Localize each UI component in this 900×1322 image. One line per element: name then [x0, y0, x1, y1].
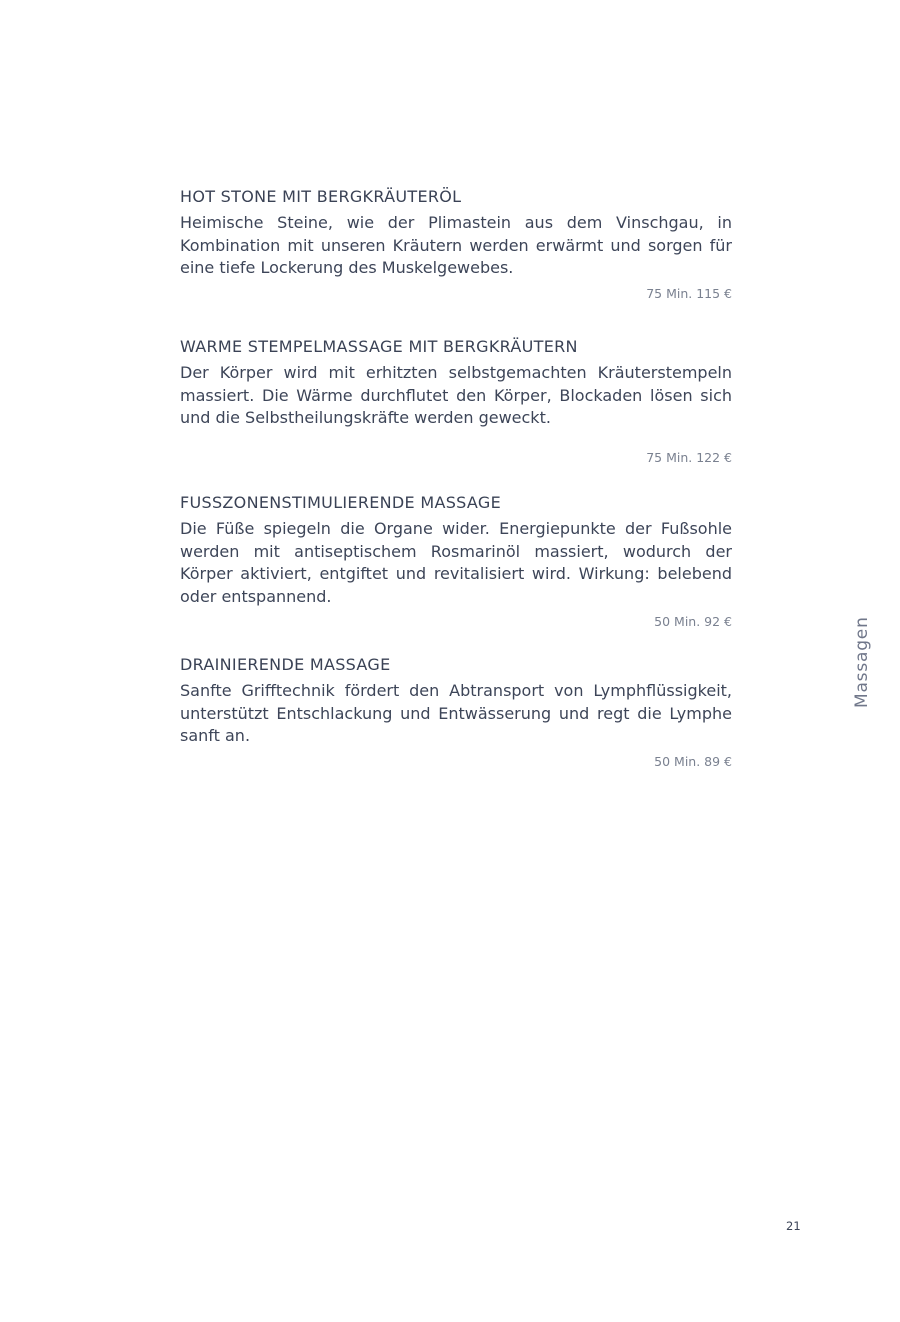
- treatment-price: 75 Min. 115 €: [646, 285, 732, 301]
- treatment-hot-stone: [180, 186, 732, 336]
- treatment-description: Die Füße spiegeln die Organe wider. Energiepunkte der Fußsohle werden mit antiseptischem Rosmarinöl massiert, wodurch der Körper aktiviert, entgiftet und revitalisiert wird. Wirkung: belebend oder entspannend.: [180, 519, 732, 606]
- treatment-stempelmassage: [180, 336, 732, 492]
- treatment-description: Sanfte Grifftechnik fördert den Abtransport von Lymphflüssigkeit, unterstützt Entschlackung und Entwässerung und regt die Lymphe sanft an.: [180, 681, 732, 745]
- page-number: 21: [786, 1219, 801, 1233]
- treatment-title: WARME STEMPELMASSAGE MIT BERGKRÄUTERN: [180, 337, 578, 356]
- treatment-list: [180, 186, 732, 770]
- treatment-price: 75 Min. 122 €: [646, 449, 732, 465]
- treatment-fusszonen: [180, 492, 732, 654]
- treatment-price: 50 Min. 92 €: [654, 614, 732, 629]
- treatment-description: Heimische Steine, wie der Plimastein aus dem Vinschgau, in Kombination mit unseren Kräutern werden erwärmt und sorgen für eine tiefe Lockerung des Muskelgewebes.: [180, 213, 732, 277]
- treatment-title: FUSSZONENSTIMULIERENDE MASSAGE: [180, 493, 501, 512]
- treatment-description: Der Körper wird mit erhitzten selbstgemachten Kräuterstempeln massiert. Die Wärme durchflutet den Körper, Blockaden lösen sich und die Selbstheilungskräfte werden geweckt.: [180, 363, 732, 427]
- treatment-price: 50 Min. 89 €: [654, 753, 732, 769]
- section-label: Massagen: [852, 616, 872, 708]
- treatment-title: HOT STONE MIT BERGKRÄUTERÖL: [180, 187, 462, 206]
- treatment-drainierende: [180, 654, 732, 770]
- treatment-title: DRAINIERENDE MASSAGE: [180, 655, 391, 674]
